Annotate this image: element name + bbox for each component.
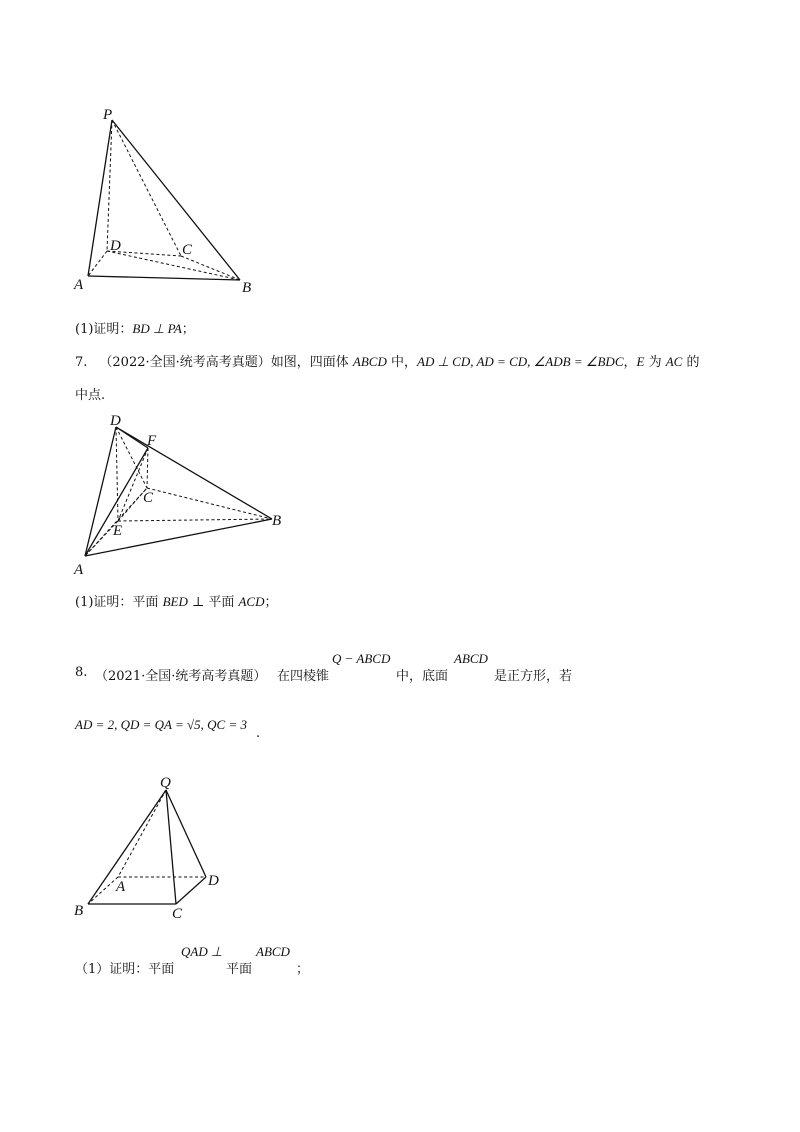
q8-part1-plane1: QAD ⊥ bbox=[181, 944, 223, 959]
q7-text: 为 bbox=[644, 355, 666, 370]
q8-pyramid: Q − ABCD bbox=[332, 651, 391, 666]
q7-conditions: AD ⊥ CD, AD = CD, ∠ADB = ∠BDC bbox=[417, 354, 624, 369]
label-f: F bbox=[147, 433, 157, 449]
q8-source: （2021·全国·统考高考真题） bbox=[95, 669, 267, 684]
q7-part1-plane2: ACD bbox=[238, 594, 265, 609]
q7-part1-prefix: (1)证明：平面 bbox=[75, 595, 163, 610]
q7-line2: 中点. bbox=[75, 388, 106, 403]
label-b: B bbox=[74, 903, 84, 919]
label-p: P bbox=[103, 107, 113, 123]
label-d: D bbox=[110, 413, 121, 429]
q8-text2: 中，底面 bbox=[396, 669, 449, 684]
label-b: B bbox=[242, 280, 252, 296]
q8-part1-suffix: ； bbox=[296, 962, 310, 977]
q8-text3: 是正方形，若 bbox=[494, 669, 573, 684]
q8-part1-plane2: ABCD bbox=[256, 944, 290, 959]
q8-conditions: AD = 2, QD = QA = √5, QC = 3 bbox=[75, 717, 247, 732]
label-b: B bbox=[272, 513, 282, 529]
q7-text: 如图，四面体 bbox=[270, 355, 353, 370]
label-c: C bbox=[182, 242, 193, 258]
label-d: D bbox=[208, 873, 219, 889]
q7-text: ， bbox=[623, 355, 637, 370]
label-d: D bbox=[110, 238, 121, 254]
q6-part1-prefix: (1)证明： bbox=[75, 322, 133, 337]
q8-part1-prefix: （1）证明：平面 bbox=[75, 962, 175, 977]
q8-text1: 在四棱锥 bbox=[277, 669, 330, 684]
label-e: E bbox=[113, 523, 123, 539]
q7-text: 中， bbox=[386, 355, 417, 370]
label-c: C bbox=[143, 490, 154, 506]
q7-part1-suffix: ； bbox=[264, 595, 278, 610]
q6-part1-formula: BD ⊥ PA bbox=[132, 321, 182, 336]
q7-part1-plane1: BED bbox=[162, 594, 188, 609]
label-a: A bbox=[74, 277, 84, 293]
q7-text: 的 bbox=[682, 355, 700, 370]
q6-part1-suffix: ； bbox=[181, 322, 195, 337]
label-q: Q bbox=[160, 775, 171, 791]
q7-number: 7. bbox=[75, 355, 88, 370]
label-a: A bbox=[74, 562, 84, 578]
q7-source: （2022·全国·统考高考真题） bbox=[99, 355, 271, 370]
label-c: C bbox=[172, 906, 183, 922]
q8-end: . bbox=[256, 726, 261, 741]
q7-point: E bbox=[636, 354, 645, 369]
q7-part1-mid: ⊥ 平面 bbox=[187, 595, 239, 610]
label-a: A bbox=[116, 879, 126, 895]
q8-number: 8. bbox=[75, 665, 88, 680]
q7-seg: AC bbox=[665, 354, 683, 369]
q7-solid: ABCD bbox=[352, 354, 387, 369]
q8-part1-mid: 平面 bbox=[226, 962, 253, 977]
q8-base: ABCD bbox=[454, 651, 488, 666]
